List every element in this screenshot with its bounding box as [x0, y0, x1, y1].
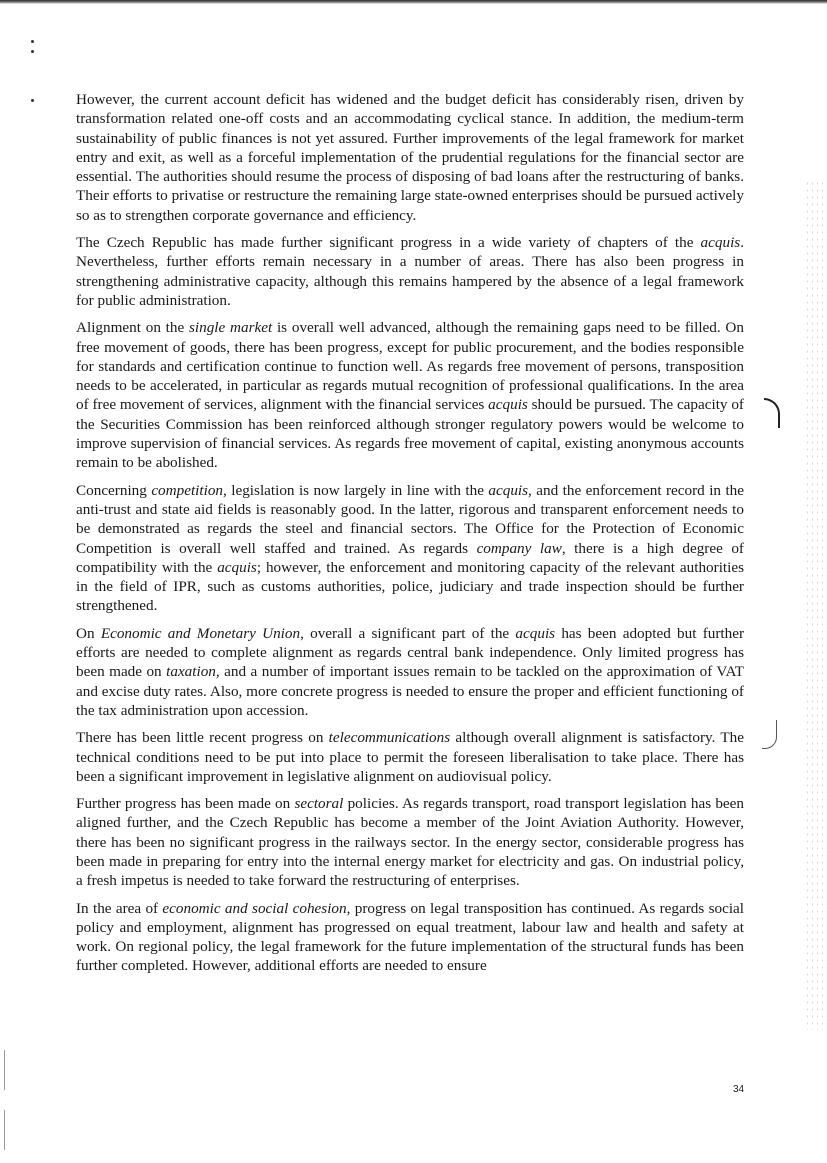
- text-run: . Nevertheless, further efforts remain necessary in a number of areas. There has also been progress in strengthening administrative capacity, although this remains hampered by the absence of a legal framework for public administration.: [76, 234, 744, 309]
- text-run: should be pursued. The capacity of the Securities Commission has been reinforced although stronger regulatory powers would be welcome to improve supervision of financial services. As regards free movement of capital, existing anonymous accounts remain to be abolished.: [76, 396, 744, 472]
- text-run: Further progress has been made on: [76, 795, 295, 813]
- page-number: 34: [733, 1084, 745, 1095]
- emphasized-term: competition,: [151, 481, 227, 499]
- emphasized-term: acquis: [700, 234, 741, 252]
- body-paragraph: [76, 90, 744, 225]
- text-run: There has been little recent progress on: [76, 729, 329, 747]
- emphasized-term: single market: [188, 319, 273, 337]
- text-run: , progress on legal transposition has continued. As regards social policy and employment, alignment has progressed on equal treatment, labour law and health and safety at work. On regional policy, the legal framework for the future implementation of the structural funds has been further completed. However, additional efforts are needed to ensure: [76, 899, 745, 975]
- scan-edge-mark: [4, 1050, 5, 1090]
- scan-speck: [31, 99, 34, 102]
- text-run: although overall alignment is satisfactory. The technical conditions need to be put into place to permit the foreseen liberalisation to take place. There has been a significant improvement in legislative alignment on audiovisual policy.: [76, 729, 744, 785]
- text-run: However, the current account deficit has widened and the budget deficit has considerably risen, driven by transformation related one-off costs and an accommodating cyclical stance. In addition, the medium-term sustainability of public finances is not yet assured. Further improvements of the legal framework for market entry and exit, as well as a forceful implementation of the prudential regulations for the financial sector are essential. The authorities should resume the process of disposing of bad loans after the restructuring of banks. Their efforts to privatise or restructure the remaining large state-owned enterprises should be pursued actively so as to strengthen corporate governance and efficiency.: [76, 91, 744, 224]
- emphasized-term: acquis: [217, 558, 257, 576]
- text-run: has been adopted but further efforts are needed to complete alignment as regards central bank independence. Only limited progress has been made on: [76, 624, 745, 681]
- text-run: , there is a high degree of compatibility with the: [76, 539, 744, 576]
- margin-bracket-mark: [764, 398, 780, 428]
- emphasized-term: taxation,: [166, 663, 220, 681]
- scan-speck: [31, 50, 34, 53]
- text-run: is overall well advanced, although the remaining gaps need to be filled. On free movement of goods, there has been progress, except for public procurement, and the bodies responsible for standards and certification continue to function well. As regards free movement of persons, transposition needs to be accelerated, in particular as regards mutual recognition of professional qualifications. In the area of free movement of services, alignment with the financial services: [76, 319, 744, 414]
- text-run: , overall a significant part of the: [300, 624, 516, 642]
- text-run: , and the enforcement record in the anti-trust and state aid fields is reasonably good. In the latter, rigorous and transparent enforcement needs to be demonstrated as regards the steel and financial sectors. The Office for the Protection of Economic Competition is overall well staffed and trained. As regards: [76, 481, 745, 557]
- text-run: The Czech Republic has made further significant progress in a wide variety of chapters of the: [76, 234, 701, 252]
- text-run: policies. As regards transport, road transport legislation has been aligned further, and the Czech Republic has become a member of the Joint Aviation Authority. However, there has been no significant progress in the railways sector. In the energy sector, considerable progress has been made in preparing for entry into the internal energy market for electricity and gas. On industrial policy, a fresh impetus is needed to take forward the restructuring of enterprises.: [76, 795, 744, 890]
- margin-bracket-mark: [762, 720, 777, 749]
- body-paragraph: [76, 481, 744, 616]
- scan-speck: [31, 40, 34, 43]
- emphasized-term: acquis: [515, 624, 556, 642]
- emphasized-term: sectoral: [294, 795, 344, 813]
- body-paragraph: [76, 728, 744, 786]
- body-paragraph: [76, 233, 744, 310]
- text-run: Alignment on the: [76, 319, 189, 337]
- text-run: On: [76, 624, 101, 642]
- text-run: In the area of: [76, 899, 163, 917]
- document-body: [76, 90, 744, 984]
- emphasized-term: economic and social cohesion: [162, 899, 347, 917]
- text-run: Concerning: [76, 481, 152, 499]
- emphasized-term: acquis: [488, 396, 528, 414]
- text-run: and a number of important issues remain to be tackled on the approximation of VAT and excise duty rates. Also, more concrete progress is needed to ensure the proper and efficient functioning of the tax administration upon accession.: [76, 663, 745, 719]
- text-run: legislation is now largely in line with the: [226, 481, 489, 499]
- body-paragraph: [76, 624, 744, 720]
- scan-top-edge: [0, 0, 827, 4]
- text-run: ; however, the enforcement and monitoring capacity of the relevant authorities in the field of IPR, such as customs authorities, police, judiciary and trade inspection should be further strengthened.: [76, 558, 745, 615]
- scan-edge-mark: [4, 1110, 5, 1150]
- scan-margin-noise: [805, 180, 827, 1030]
- emphasized-term: Economic and Monetary Union: [100, 624, 301, 642]
- body-paragraph: [76, 318, 744, 472]
- body-paragraph: [76, 794, 744, 890]
- emphasized-term: company law: [476, 539, 562, 557]
- emphasized-term: telecommunications: [328, 729, 451, 747]
- body-paragraph: [76, 899, 744, 976]
- emphasized-term: acquis: [488, 481, 529, 499]
